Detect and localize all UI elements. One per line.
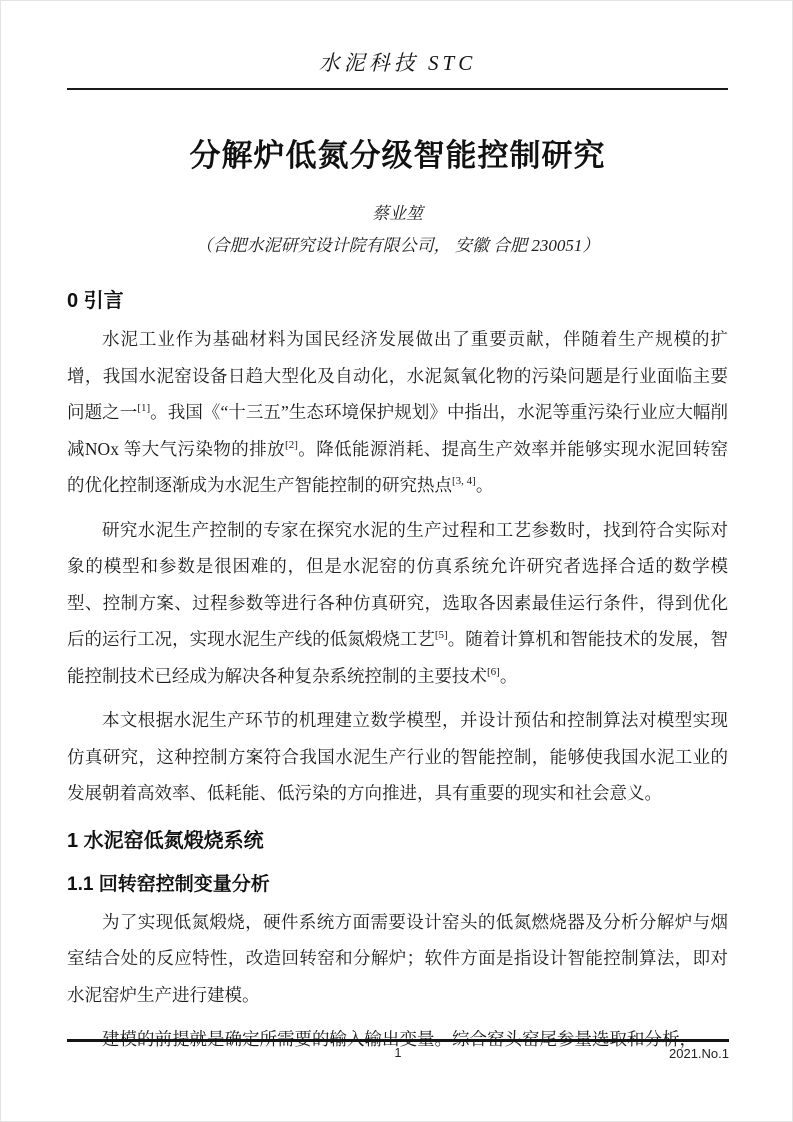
page-number: 1 <box>394 1046 402 1060</box>
paragraph-text: 。随着计算机和智能技术的发展，智能控制技术已经成为解决各种复杂系统控制的主要技术 <box>67 629 729 686</box>
citation-ref-1: [1] <box>137 402 151 415</box>
section1-paragraph-2: 建模的前提就是确定所需要的输入输出变量。综合窑头窑尾参量选取和分析， <box>102 1029 697 1049</box>
citation-ref-5: [5] <box>434 629 448 642</box>
article-title: 分解炉低氮分级智能控制研究 <box>189 138 606 173</box>
section1-paragraph-1: 为了实现低氮煅烧，硬件系统方面需要设计窑头的低氮燃烧器及分析分解炉与烟室结合处的反应特性，改造回转窑和分解炉；软件方面是指设计智能控制算法，即对水泥窑炉生产进行建模。 <box>67 911 728 1005</box>
intro-paragraph-1 <box>67 313 728 504</box>
intro-paragraph-2 <box>67 504 728 695</box>
paragraph-text: 研究水泥生产控制的专家在探究水泥的生产过程和工艺参数时，找到符合实际对象的模型和参数是很困难的，但是水泥窑的仿真系统允许研究者选择合适的数学模型、控制方案、过程参数等进行各种仿真研究，选取各因素最佳运行条件，得到优化后的运行工况，实现水泥生产线的低氮煅烧工艺 <box>67 519 728 649</box>
journal-name: 水泥科技 STC <box>318 51 477 75</box>
section-heading-1: 1 水泥窑低氮煅烧系统 <box>67 829 264 852</box>
header-rule <box>67 88 728 90</box>
paragraph-text: 。我国《“十三五”生态环境保护规划》中指出，水泥等重污染行业应大幅削减NOx 等大气污染物的排放 <box>67 402 728 459</box>
author-affiliation: （合肥水泥研究设计院有限公司， 安徽 合肥 230051） <box>195 236 600 255</box>
page-footer <box>67 1039 729 1064</box>
section-heading-intro: 0 引言 <box>67 290 124 312</box>
paragraph-text: 水泥工业作为基础材料为国民经济发展做出了重要贡献，伴随着生产规模的扩增，我国水泥窑设备日趋大型化及自动化，水泥氮氧化物的污染问题是行业面临主要问题之一 <box>67 329 728 422</box>
section-heading-1-1: 1.1 回转窑控制变量分析 <box>67 873 270 895</box>
footer-row <box>67 1046 729 1064</box>
paragraph-text: 。 <box>499 665 518 686</box>
footer-rule <box>67 1039 729 1042</box>
citation-ref-2: [2] <box>285 438 298 451</box>
journal-issue: 2021.No.1 <box>669 1046 729 1061</box>
paragraph-text: 。降低能源消耗、提高生产效率并能够实现水泥回转窑的优化控制逐渐成为水泥生产智能控制的研究热点 <box>67 438 728 495</box>
citation-ref-6: [6] <box>487 665 500 678</box>
page-content <box>1 1 792 1058</box>
paragraph-text: 。 <box>475 475 494 495</box>
citation-ref-3-4: [3, 4] <box>452 475 476 488</box>
intro-paragraph-3: 本文根据水泥生产环节的机理建立数学模型，并设计预估和控制算法对模型实现仿真研究，这种控制方案符合我国水泥生产行业的智能控制，能够使我国水泥工业的发展朝着高效率、低耗能、低污染的方向推进，具有重要的现实和社会意义。 <box>67 710 728 803</box>
author-name: 蔡业堃 <box>372 204 423 223</box>
